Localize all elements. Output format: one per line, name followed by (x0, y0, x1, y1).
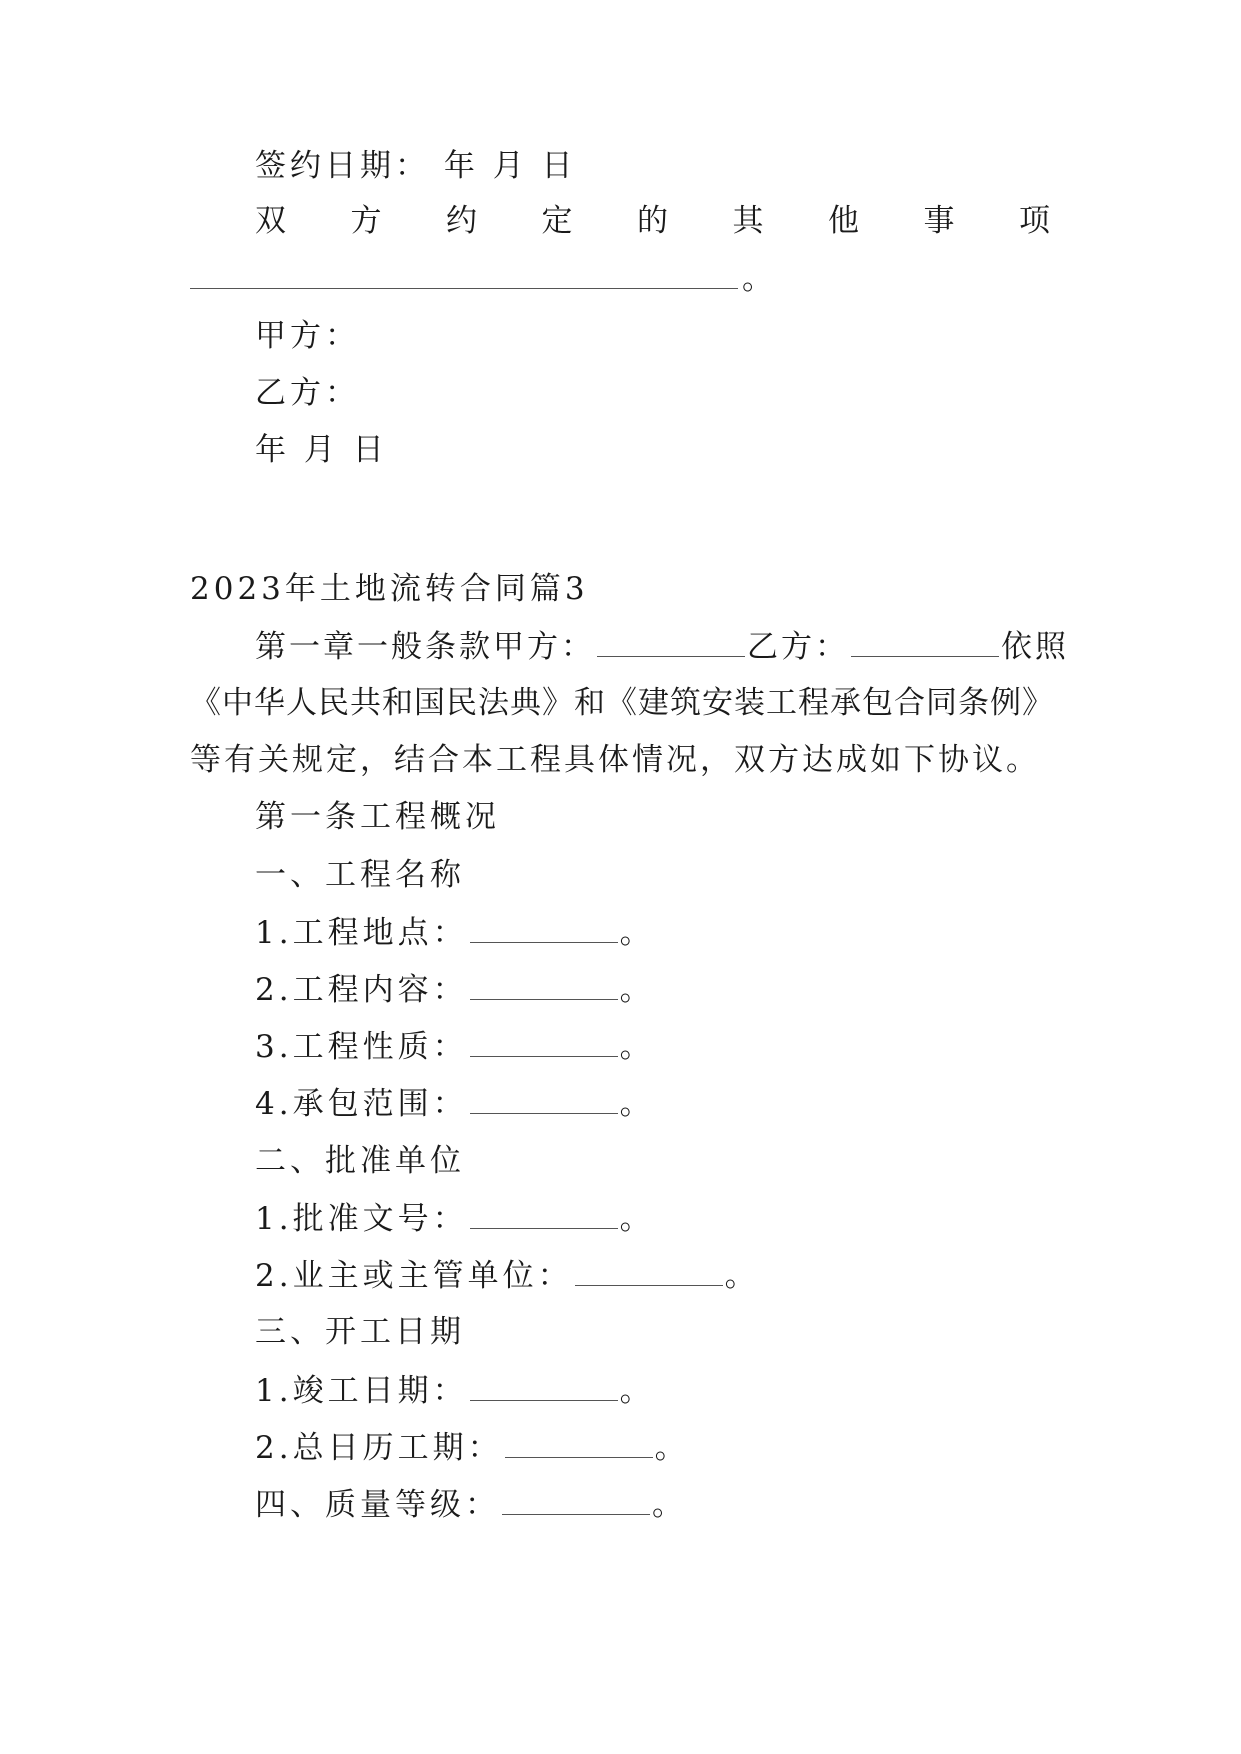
other-matters-char: 事 (923, 203, 955, 239)
section-title-text: 2023年土地流转合同篇3 (190, 571, 589, 607)
chapter-tail-text: 依照 (1001, 629, 1069, 665)
item-2 (255, 1141, 1050, 1181)
item-1-2-label: 2.工程内容： (255, 972, 468, 1008)
fill-blank[interactable] (470, 1026, 618, 1057)
other-matters-char: 的 (637, 203, 668, 239)
item-2-1 (255, 1198, 1050, 1238)
item-1-1 (255, 912, 1050, 952)
item-4 (255, 1484, 1050, 1524)
article-1-text: 第一条工程概况 (255, 799, 500, 835)
sign-date-text: 签约日期： 年 月 日 (255, 148, 577, 184)
fill-blank[interactable] (470, 1370, 618, 1401)
item-2-text: 二、批准单位 (255, 1143, 465, 1179)
chapter-party-a-label: 第一章一般条款甲方： (255, 629, 595, 665)
fill-blank[interactable] (470, 969, 618, 1000)
other-matters-char: 方 (350, 203, 382, 239)
period: 。 (652, 1487, 687, 1523)
item-3-1-label: 1.竣工日期： (255, 1373, 468, 1409)
period: 。 (619, 1086, 655, 1122)
law-text: 《中华人民共和国民法典》和《建筑安装工程承包合同条例》 (190, 685, 1054, 721)
other-matters-char: 其 (732, 203, 764, 239)
party-b-line (255, 373, 1050, 413)
item-1-4 (255, 1083, 1050, 1123)
period: 。 (619, 1373, 655, 1409)
party-a-blank[interactable] (597, 626, 745, 657)
fill-blank[interactable] (575, 1255, 723, 1286)
item-1-1-label: 1.工程地点： (255, 915, 468, 951)
period: 。 (654, 1430, 690, 1466)
party-a-label: 甲方： (255, 318, 360, 354)
item-4-label: 四、质量等级： (255, 1487, 500, 1523)
item-2-2 (255, 1255, 1050, 1295)
item-2-1-label: 1.批准文号： (255, 1201, 468, 1237)
item-2-2-label: 2.业主或主管单位： (255, 1258, 573, 1294)
item-1-3-label: 3.工程性质： (255, 1029, 468, 1065)
item-1 (255, 855, 1050, 895)
other-matters-char: 双 (255, 203, 286, 239)
item-1-3 (255, 1026, 1050, 1066)
other-matters-char: 项 (1019, 203, 1050, 239)
party-a-line (255, 316, 1050, 356)
item-3-text: 三、开工日期 (255, 1314, 465, 1350)
fill-blank[interactable] (470, 1198, 618, 1229)
party-b-blank[interactable] (851, 626, 999, 657)
period: 。 (742, 261, 777, 297)
law-line (190, 683, 1054, 723)
period: 。 (724, 1258, 760, 1294)
agreement-line (190, 740, 1050, 780)
period: 。 (619, 915, 655, 951)
period: 。 (619, 1201, 655, 1237)
item-3-1 (255, 1370, 1050, 1410)
fill-blank[interactable] (505, 1427, 653, 1458)
item-1-text: 一、工程名称 (255, 857, 465, 893)
item-3-2 (255, 1427, 1050, 1467)
item-1-4-label: 4.承包范围： (255, 1086, 468, 1122)
other-matters-char: 约 (446, 203, 477, 239)
other-matters-char: 定 (541, 203, 573, 239)
other-matters-blank-line (190, 258, 1050, 298)
date-text: 年 月 日 (255, 432, 388, 468)
section-title (190, 569, 1050, 609)
date-line (255, 430, 1050, 470)
fill-blank[interactable] (502, 1484, 650, 1515)
item-1-2 (255, 969, 1050, 1009)
item-3-2-label: 2.总日历工期： (255, 1430, 503, 1466)
agreement-text: 等有关规定，结合本工程具体情况，双方达成如下协议。 (190, 742, 1040, 778)
sign-date-line (255, 146, 1050, 186)
fill-blank[interactable] (190, 258, 738, 289)
party-b-label: 乙方： (255, 375, 360, 411)
other-matters-char: 他 (828, 203, 859, 239)
period: 。 (619, 972, 655, 1008)
period: 。 (619, 1029, 655, 1065)
fill-blank[interactable] (470, 1083, 618, 1114)
article-1 (255, 797, 1050, 837)
other-matters-line (255, 201, 1050, 241)
chapter-line (255, 626, 1069, 666)
chapter-party-b-label: 乙方： (747, 629, 849, 665)
fill-blank[interactable] (470, 912, 618, 943)
item-3 (255, 1312, 1050, 1352)
